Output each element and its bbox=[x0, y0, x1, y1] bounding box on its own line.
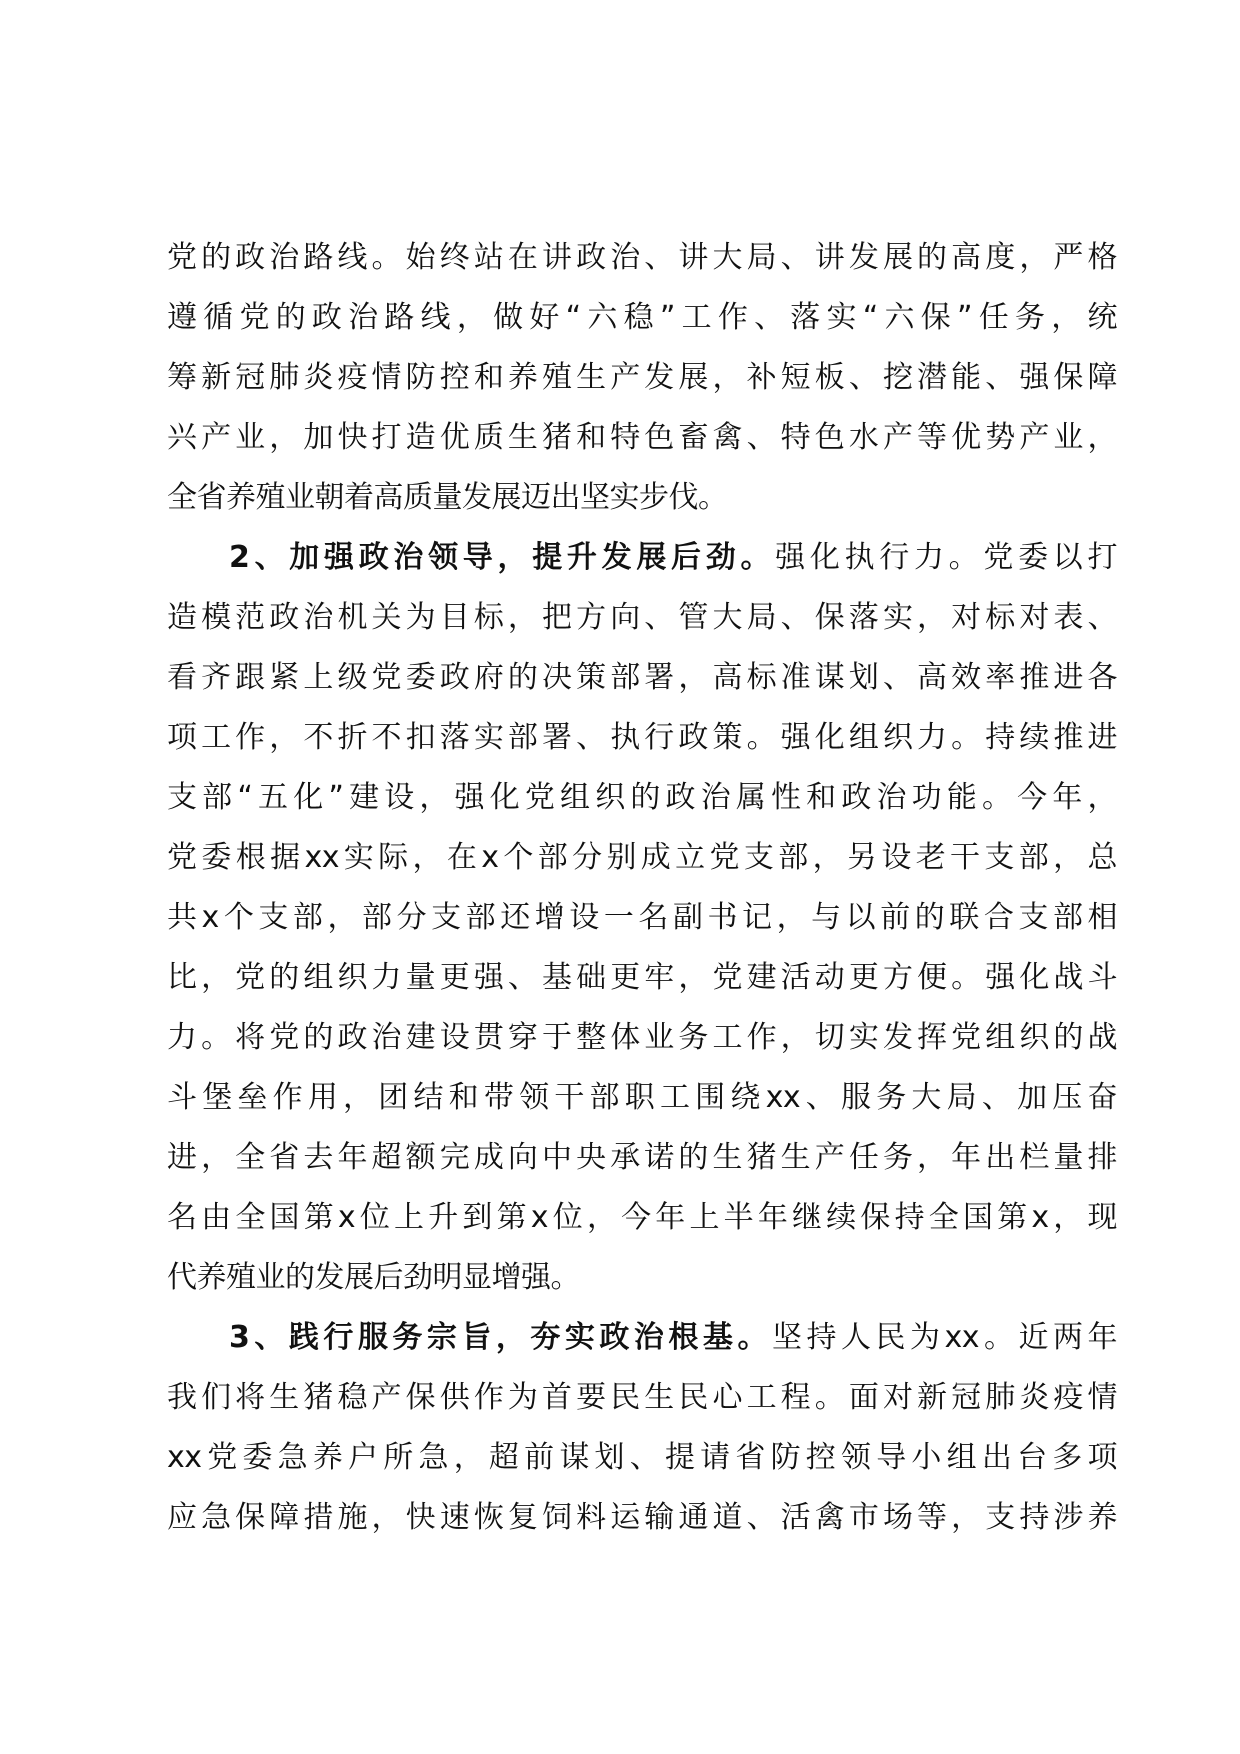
text-line: 应急保障措施，快速恢复饲料运输通道、活禽市场等，支持涉养 bbox=[167, 1500, 1117, 1535]
text-line: 进，全省去年超额完成向中央承诺的生猪生产任务，年出栏量排 bbox=[167, 1140, 1117, 1175]
section-3 bbox=[167, 1308, 1117, 1548]
section-heading: 2、加强政治领导，提升发展后劲。 bbox=[229, 540, 776, 575]
text-line: 斗堡垒作用，团结和带领干部职工围绕xx、服务大局、加压奋 bbox=[167, 1080, 1117, 1115]
text-line: 力。将党的政治建设贯穿于整体业务工作，切实发挥党组织的战 bbox=[167, 1020, 1117, 1055]
text-line: 筹新冠肺炎疫情防控和养殖生产发展，补短板、挖潜能、强保障 bbox=[167, 360, 1117, 395]
section-heading-line bbox=[167, 528, 1117, 588]
section-text: 强化执行力。党委以打 bbox=[775, 540, 1117, 575]
text-line: 我们将生猪稳产保供作为首要民生民心工程。面对新冠肺炎疫情 bbox=[167, 1380, 1117, 1415]
text-line: 党委根据xx实际，在x个部分别成立党支部，另设老干支部，总 bbox=[167, 840, 1117, 875]
section-heading: 3、践行服务宗旨，夯实政治根基。 bbox=[229, 1320, 772, 1355]
text-line: 共x个支部，部分支部还增设一名副书记，与以前的联合支部相 bbox=[167, 900, 1117, 935]
text-line: 比，党的组织力量更强、基础更牢，党建活动更方便。强化战斗 bbox=[167, 960, 1117, 995]
text-line: 遵循党的政治路线，做好“六稳”工作、落实“六保”任务，统 bbox=[167, 300, 1117, 335]
section-2 bbox=[167, 528, 1117, 1308]
text-line: 兴产业，加快打造优质生猪和特色畜禽、特色水产等优势产业， bbox=[167, 420, 1117, 455]
text-line: 项工作，不折不扣落实部署、执行政策。强化组织力。持续推进 bbox=[167, 720, 1117, 755]
document-page bbox=[167, 228, 1117, 1548]
text-line: 名由全国第x位上升到第x位，今年上半年继续保持全国第x，现 bbox=[167, 1200, 1117, 1235]
text-line: xx党委急养户所急，超前谋划、提请省防控领导小组出台多项 bbox=[167, 1440, 1117, 1475]
text-line: 代养殖业的发展后劲明显增强。 bbox=[167, 1260, 580, 1295]
text-line: 造模范政治机关为目标，把方向、管大局、保落实，对标对表、 bbox=[167, 600, 1117, 635]
text-line: 支部“五化”建设，强化党组织的政治属性和政治功能。今年， bbox=[167, 780, 1117, 815]
paragraph-1 bbox=[167, 228, 1117, 528]
text-line: 党的政治路线。始终站在讲政治、讲大局、讲发展的高度，严格 bbox=[167, 240, 1117, 275]
section-text: 坚持人民为xx。近两年 bbox=[771, 1320, 1117, 1355]
text-line: 看齐跟紧上级党委政府的决策部署，高标准谋划、高效率推进各 bbox=[167, 660, 1117, 695]
text-line: 全省养殖业朝着高质量发展迈出坚实步伐。 bbox=[167, 480, 728, 515]
section-heading-line bbox=[167, 1308, 1117, 1368]
